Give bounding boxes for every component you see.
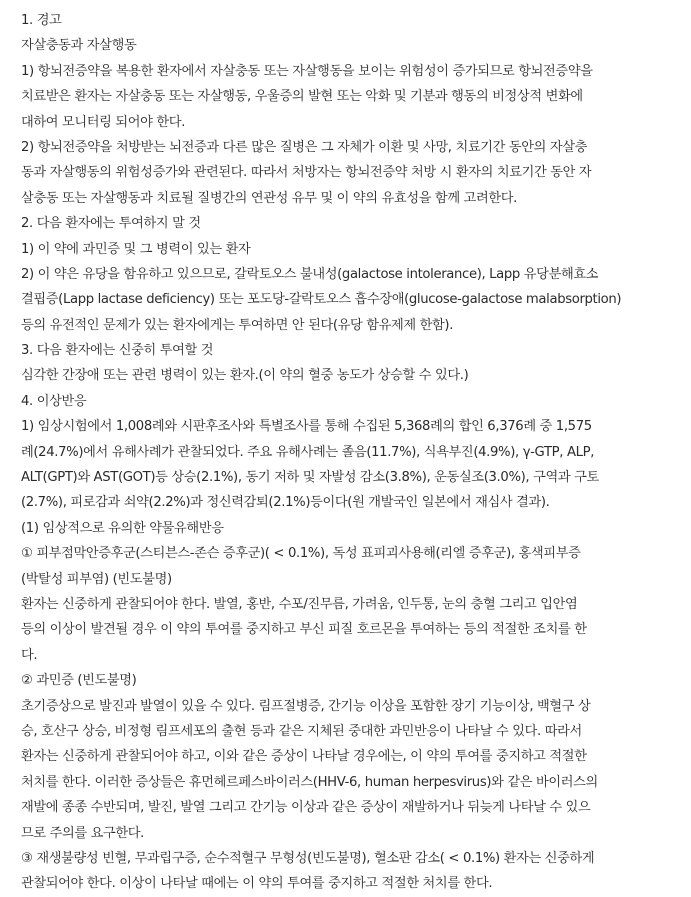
text-line: 환자는 신중하게 관찰되어야 하고, 이와 같은 증상이 나타날 경우에는, 이 약의 투여를 중지하고 적절한 xyxy=(21,749,587,765)
text-line: 살충동 또는 자살행동과 치료될 질병간의 연관성 유무 및 이 약의 유효성을 함께 고려한다. xyxy=(21,190,517,206)
subheading-suicidality: 자살충동과 자살행동 xyxy=(21,38,137,54)
text-line: 2) 이 약은 유당을 함유하고 있으므로, 갈락토오스 불내성(galactose intolerance), Lapp 유당분해효소 xyxy=(21,266,599,282)
text-line: 처치를 한다. 이러한 증상들은 휴먼헤르페스바이러스(HHV-6, human herpesvirus)와 같은 바이러스의 xyxy=(21,774,598,790)
text-line: 1) 항뇌전증약을 복용한 환자에서 자살충동 또는 자살행동을 보이는 위험성이 증가되므로 항뇌전증약을 xyxy=(21,63,593,79)
text-line: 환자는 신중하게 관찰되어야 한다. 발열, 홍반, 수포/진무름, 가려움, 인두통, 눈의 충혈 그리고 입안염 xyxy=(21,596,578,612)
text-line: ① 피부점막안증후군(스티븐스-존슨 증후군)( < 0.1%), 독성 표피괴사용해(리엘 증후군), 홍색피부증 xyxy=(21,546,581,562)
drug-label-document xyxy=(21,8,683,897)
text-line: (2.7%), 피로감과 쇠약(2.2%)과 정신력감퇴(2.1%)등이다(원 개발국인 일본에서 재심사 결과). xyxy=(21,495,550,511)
text-line: 2) 항뇌전증약을 처방받는 뇌전증과 다른 많은 질병은 그 자체가 이환 및 사망, 치료기간 동안의 자살충 xyxy=(21,139,588,155)
text-line: 대하여 모니터링 되어야 한다. xyxy=(21,114,186,130)
subheading-hypersensitivity: ② 과민증 (빈도불명) xyxy=(21,673,137,689)
text-line: 치료받은 환자는 자살충동 또는 자살행동, 우울증의 발현 또는 악화 및 기분과 행동의 비정상적 변화에 xyxy=(21,89,583,105)
subheading-clinically-significant: (1) 임상적으로 유의한 약물유해반응 xyxy=(21,520,224,536)
text-line: 등의 유전적인 문제가 있는 환자에게는 투여하면 안 된다(유당 함유제제 한함). xyxy=(21,317,454,333)
text-line: 동과 자살행동의 위험성증가와 관련된다. 따라서 처방자는 항뇌전증약 처방 시 환자의 치료기간 동안 자 xyxy=(21,165,592,181)
text-line: 결핍증(Lapp lactase deficiency) 또는 포도당-갈락토오스 흡수장애(glucose-galactose malabsorption) xyxy=(21,292,622,308)
text-line: 례(24.7%)에서 유해사례가 관찰되었다. 주요 유해사례는 졸음(11.7%), 식욕부진(4.9%), γ-GTP, ALP, xyxy=(21,444,595,460)
text-line: 1) 임상시험에서 1,008례와 시판후조사와 특별조사를 통해 수집된 5,368례의 합인 6,376례 중 1,575 xyxy=(21,419,592,435)
text-line: 1) 이 약에 과민증 및 그 병력이 있는 환자 xyxy=(21,241,251,257)
text-line: ③ 재생불량성 빈혈, 무과립구증, 순수적혈구 무형성(빈도불명), 혈소판 감소( < 0.1%) 환자는 신중하게 xyxy=(21,850,595,866)
text-line: ALT(GPT)와 AST(GOT)등 상승(2.1%), 동기 저하 및 자발성 감소(3.8%), 운동실조(3.0%), 구역과 구토 xyxy=(21,470,599,486)
text-line: 심각한 간장애 또는 관련 병력이 있는 환자.(이 약의 혈중 농도가 상승할 수 있다.) xyxy=(21,368,469,384)
section-heading-adverse-reactions: 4. 이상반응 xyxy=(21,393,87,409)
section-heading-warning: 1. 경고 xyxy=(21,13,62,28)
text-line: 초기증상으로 발진과 발열이 있을 수 있다. 림프절병증, 간기능 이상을 포함한 장기 기능이상, 백혈구 상 xyxy=(21,698,591,714)
text-line: 므로 주의를 요구한다. xyxy=(21,825,145,841)
text-line: 다. xyxy=(21,647,38,663)
text-line: (박탈성 피부염) (빈도불명) xyxy=(21,571,172,587)
section-heading-precautions: 3. 다음 환자에는 신중히 투여할 것 xyxy=(21,343,214,359)
text-line: 등의 이상이 발견될 경우 이 약의 투여를 중지하고 부신 피질 호르몬을 투여하는 등의 적절한 조치를 한 xyxy=(21,622,587,638)
text-line: 재발에 종종 수반되며, 발진, 발열 그리고 간기능 이상과 같은 증상이 재발하거나 뒤늦게 나타날 수 있으 xyxy=(21,800,591,816)
text-line: 승, 호산구 상승, 비정형 림프세포의 출현 등과 같은 지체된 중대한 과민반응이 나타날 수 있다. 따라서 xyxy=(21,723,582,739)
text-line: 관찰되어야 한다. 이상이 나타날 때에는 이 약의 투여를 중지하고 적절한 처치를 한다. xyxy=(21,876,493,892)
section-heading-contraindications: 2. 다음 환자에는 투여하지 말 것 xyxy=(21,216,201,232)
